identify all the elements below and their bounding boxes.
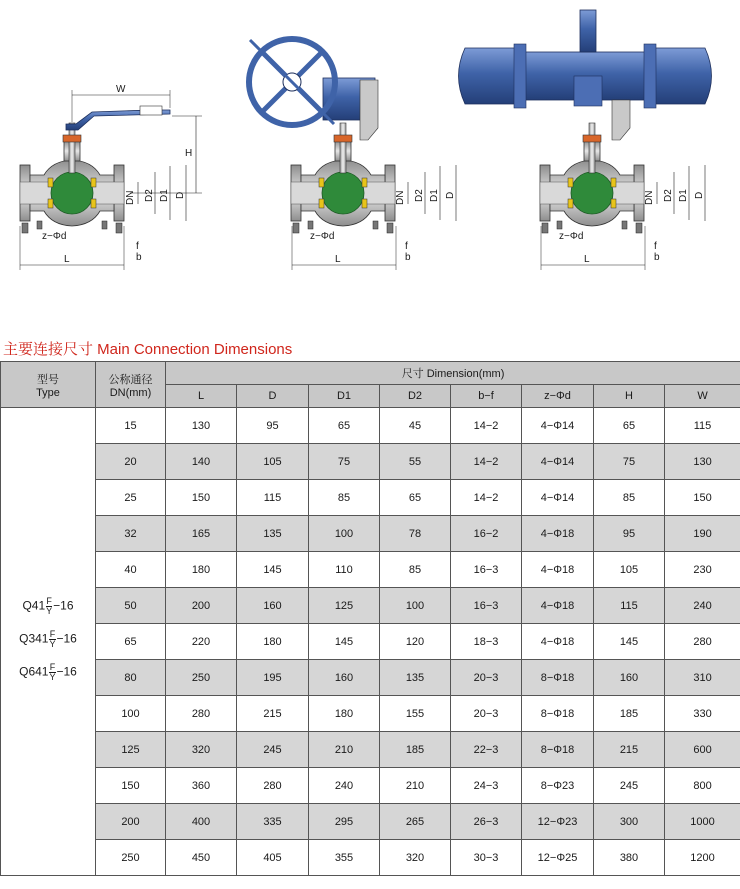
dimension-cell: 320 <box>166 732 237 768</box>
dimension-cell: 330 <box>665 696 740 732</box>
dim-label: L <box>335 254 341 265</box>
dimension-cell: 360 <box>166 768 237 804</box>
dimensions-table <box>0 361 740 876</box>
dimension-cell: 85 <box>309 480 380 516</box>
dimension-cell: 180 <box>309 696 380 732</box>
dn-cell: 150 <box>96 768 166 804</box>
dimension-cell: 20−3 <box>451 660 522 696</box>
dimension-cell: 160 <box>309 660 380 696</box>
dimension-cell: 180 <box>166 552 237 588</box>
type-cell <box>1 408 96 876</box>
type-material-fraction <box>46 597 52 616</box>
dimension-cell: 405 <box>237 840 309 876</box>
column-header: H <box>594 385 665 408</box>
dimension-cell: 160 <box>594 660 665 696</box>
dimension-cell: 210 <box>380 768 451 804</box>
dimension-cell: 16−3 <box>451 588 522 624</box>
dimension-cell: 110 <box>309 552 380 588</box>
dn-cell: 32 <box>96 516 166 552</box>
dim-label: z−Φd <box>42 231 67 242</box>
dn-header-zh: 公称通径 <box>108 373 153 386</box>
dimension-cell: 185 <box>380 732 451 768</box>
dimension-cell: 130 <box>665 444 740 480</box>
dimension-cell: 4−Φ18 <box>522 516 594 552</box>
dim-label: z−Φd <box>559 231 584 242</box>
dimension-cell: 140 <box>166 444 237 480</box>
dimension-cell: 45 <box>380 408 451 444</box>
dimension-cell: 190 <box>665 516 740 552</box>
dimension-cell: 105 <box>594 552 665 588</box>
type-suffix: −16 <box>56 664 77 679</box>
dimension-cell: 120 <box>380 624 451 660</box>
dimension-header: 尺寸 Dimension(mm) <box>166 362 740 385</box>
dim-label: f <box>405 241 408 252</box>
dimension-cell: 14−2 <box>451 480 522 516</box>
dimension-cell: 280 <box>665 624 740 660</box>
dimension-cell: 215 <box>237 696 309 732</box>
dimension-cell: 1000 <box>665 804 740 840</box>
dim-label: D1 <box>678 189 689 202</box>
dimension-cell: 8−Φ18 <box>522 660 594 696</box>
dimension-cell: 600 <box>665 732 740 768</box>
dimension-cell: 115 <box>237 480 309 516</box>
dimension-cell: 245 <box>594 768 665 804</box>
dimension-cell: 145 <box>309 624 380 660</box>
dimension-cell: 8−Φ18 <box>522 696 594 732</box>
dn-cell: 40 <box>96 552 166 588</box>
dimension-cell: 280 <box>237 768 309 804</box>
gear-valve-drawing <box>249 39 456 270</box>
dimension-cell: 16−3 <box>451 552 522 588</box>
dimension-cell: 130 <box>166 408 237 444</box>
dimension-cell: 14−2 <box>451 444 522 480</box>
column-header: W <box>665 385 740 408</box>
column-header: z−Φd <box>522 385 594 408</box>
dimension-cell: 24−3 <box>451 768 522 804</box>
dn-cell: 65 <box>96 624 166 660</box>
table-row <box>1 732 740 768</box>
type-material-fraction <box>49 663 55 682</box>
dn-header <box>96 362 166 408</box>
dimension-cell: 400 <box>166 804 237 840</box>
dimension-cell: 210 <box>309 732 380 768</box>
dimension-cell: 230 <box>665 552 740 588</box>
table-row <box>1 696 740 732</box>
dimension-cell: 135 <box>380 660 451 696</box>
dn-cell: 80 <box>96 660 166 696</box>
dim-label: D <box>175 191 186 199</box>
dimension-cell: 30−3 <box>451 840 522 876</box>
dim-label: b <box>405 252 411 263</box>
dimension-cell: 180 <box>237 624 309 660</box>
dimension-cell: 14−2 <box>451 408 522 444</box>
dim-label: b <box>654 252 660 263</box>
dimension-cell: 78 <box>380 516 451 552</box>
dimension-cell: 135 <box>237 516 309 552</box>
type-prefix: Q341 <box>19 631 49 646</box>
dimension-cell: 320 <box>380 840 451 876</box>
type-material-den: Y <box>46 606 53 616</box>
dim-label: z−Φd <box>310 231 335 242</box>
dn-cell: 25 <box>96 480 166 516</box>
dimension-cell: 85 <box>380 552 451 588</box>
valve-drawings <box>0 0 740 285</box>
type-material-den: Y <box>49 639 56 649</box>
dimension-cell: 165 <box>166 516 237 552</box>
lever-valve-drawing <box>20 84 202 270</box>
dimension-cell: 450 <box>166 840 237 876</box>
dimension-cell: 75 <box>309 444 380 480</box>
dimension-cell: 26−3 <box>451 804 522 840</box>
dimension-cell: 65 <box>380 480 451 516</box>
dimension-cell: 280 <box>166 696 237 732</box>
type-model <box>1 597 95 616</box>
column-header: D1 <box>309 385 380 408</box>
dimension-cell: 145 <box>594 624 665 660</box>
type-header-zh: 型号 <box>37 373 59 386</box>
type-material-den: Y <box>49 672 56 682</box>
dimension-cell: 245 <box>237 732 309 768</box>
type-suffix: −16 <box>53 598 74 613</box>
dimension-cell: 200 <box>166 588 237 624</box>
dimension-cell: 4−Φ18 <box>522 588 594 624</box>
type-prefix: Q641 <box>19 664 49 679</box>
dimension-cell: 185 <box>594 696 665 732</box>
dimension-cell: 100 <box>380 588 451 624</box>
section-title: 主要连接尺寸 Main Connection Dimensions <box>3 341 293 358</box>
dimension-cell: 335 <box>237 804 309 840</box>
dimension-cell: 95 <box>594 516 665 552</box>
dn-cell: 125 <box>96 732 166 768</box>
table-row <box>1 768 740 804</box>
table-row <box>1 660 740 696</box>
dimension-cell: 300 <box>594 804 665 840</box>
dn-cell: 100 <box>96 696 166 732</box>
type-model <box>1 663 95 682</box>
dimension-cell: 22−3 <box>451 732 522 768</box>
dim-label: f <box>136 241 139 252</box>
type-material-fraction <box>49 630 55 649</box>
dimension-cell: 12−Φ23 <box>522 804 594 840</box>
table-row <box>1 516 740 552</box>
dn-header-en: DN(mm) <box>109 386 152 399</box>
dimension-cell: 4−Φ14 <box>522 480 594 516</box>
dimension-cell: 215 <box>594 732 665 768</box>
dim-label: H <box>185 148 193 159</box>
table-row <box>1 840 740 876</box>
column-header: L <box>166 385 237 408</box>
dim-label: D1 <box>159 189 170 202</box>
table-row <box>1 804 740 840</box>
table-row <box>1 408 740 444</box>
table-body <box>1 408 740 876</box>
dimension-cell: 115 <box>594 588 665 624</box>
dimension-cell: 4−Φ14 <box>522 444 594 480</box>
dimension-cell: 295 <box>309 804 380 840</box>
dimension-cell: 220 <box>166 624 237 660</box>
dim-label: W <box>116 84 126 95</box>
dim-label: D <box>694 191 705 199</box>
dn-cell: 15 <box>96 408 166 444</box>
type-header <box>1 362 96 408</box>
dimension-cell: 155 <box>380 696 451 732</box>
dim-label: b <box>136 252 142 263</box>
table-row <box>1 480 740 516</box>
dimension-cell: 310 <box>665 660 740 696</box>
dimension-cell: 240 <box>665 588 740 624</box>
dimension-cell: 380 <box>594 840 665 876</box>
dim-label: D2 <box>663 189 674 202</box>
dimension-cell: 1200 <box>665 840 740 876</box>
dim-label: DN <box>125 190 136 205</box>
table-row <box>1 444 740 480</box>
dim-label: DN <box>644 190 655 205</box>
dimension-cell: 4−Φ18 <box>522 552 594 588</box>
table-row <box>1 588 740 624</box>
dimension-cell: 12−Φ25 <box>522 840 594 876</box>
dimension-cell: 355 <box>309 840 380 876</box>
dimension-cell: 8−Φ23 <box>522 768 594 804</box>
column-header: b−f <box>451 385 522 408</box>
dimension-cell: 125 <box>309 588 380 624</box>
type-material-num: F <box>49 662 56 672</box>
dimension-cell: 4−Φ18 <box>522 624 594 660</box>
dimension-cell: 95 <box>237 408 309 444</box>
dimension-cell: 85 <box>594 480 665 516</box>
type-model <box>1 630 95 649</box>
dim-label: f <box>654 241 657 252</box>
dimension-cell: 65 <box>594 408 665 444</box>
dim-label: D2 <box>144 189 155 202</box>
type-header-en: Type <box>36 386 60 399</box>
dim-label: D2 <box>414 189 425 202</box>
dimension-cell: 800 <box>665 768 740 804</box>
dimension-cell: 100 <box>309 516 380 552</box>
dn-cell: 200 <box>96 804 166 840</box>
dimension-cell: 250 <box>166 660 237 696</box>
dimension-cell: 150 <box>166 480 237 516</box>
dimension-cell: 65 <box>309 408 380 444</box>
dimension-cell: 145 <box>237 552 309 588</box>
dimension-cell: 160 <box>237 588 309 624</box>
dimension-cell: 265 <box>380 804 451 840</box>
dn-cell: 20 <box>96 444 166 480</box>
dimension-cell: 75 <box>594 444 665 480</box>
dimension-cell: 150 <box>665 480 740 516</box>
dimension-cell: 16−2 <box>451 516 522 552</box>
dimension-cell: 105 <box>237 444 309 480</box>
dimension-cell: 55 <box>380 444 451 480</box>
dimension-cell: 195 <box>237 660 309 696</box>
column-header: D <box>237 385 309 408</box>
type-suffix: −16 <box>56 631 77 646</box>
dimension-cell: 8−Φ18 <box>522 732 594 768</box>
dim-label: D <box>445 191 456 199</box>
pneumatic-valve-drawing <box>459 10 712 270</box>
dim-label: DN <box>395 190 406 205</box>
dn-cell: 250 <box>96 840 166 876</box>
dn-cell: 50 <box>96 588 166 624</box>
dimension-cell: 18−3 <box>451 624 522 660</box>
type-material-num: F <box>49 629 56 639</box>
dimension-cell: 20−3 <box>451 696 522 732</box>
column-header: D2 <box>380 385 451 408</box>
dim-label: D1 <box>429 189 440 202</box>
table-row <box>1 624 740 660</box>
type-material-num: F <box>46 596 52 606</box>
dimension-cell: 4−Φ14 <box>522 408 594 444</box>
dimension-cell: 115 <box>665 408 740 444</box>
type-prefix: Q41 <box>22 598 46 613</box>
dim-label: L <box>584 254 590 265</box>
dim-label: L <box>64 254 70 265</box>
dimension-cell: 240 <box>309 768 380 804</box>
table-row <box>1 552 740 588</box>
